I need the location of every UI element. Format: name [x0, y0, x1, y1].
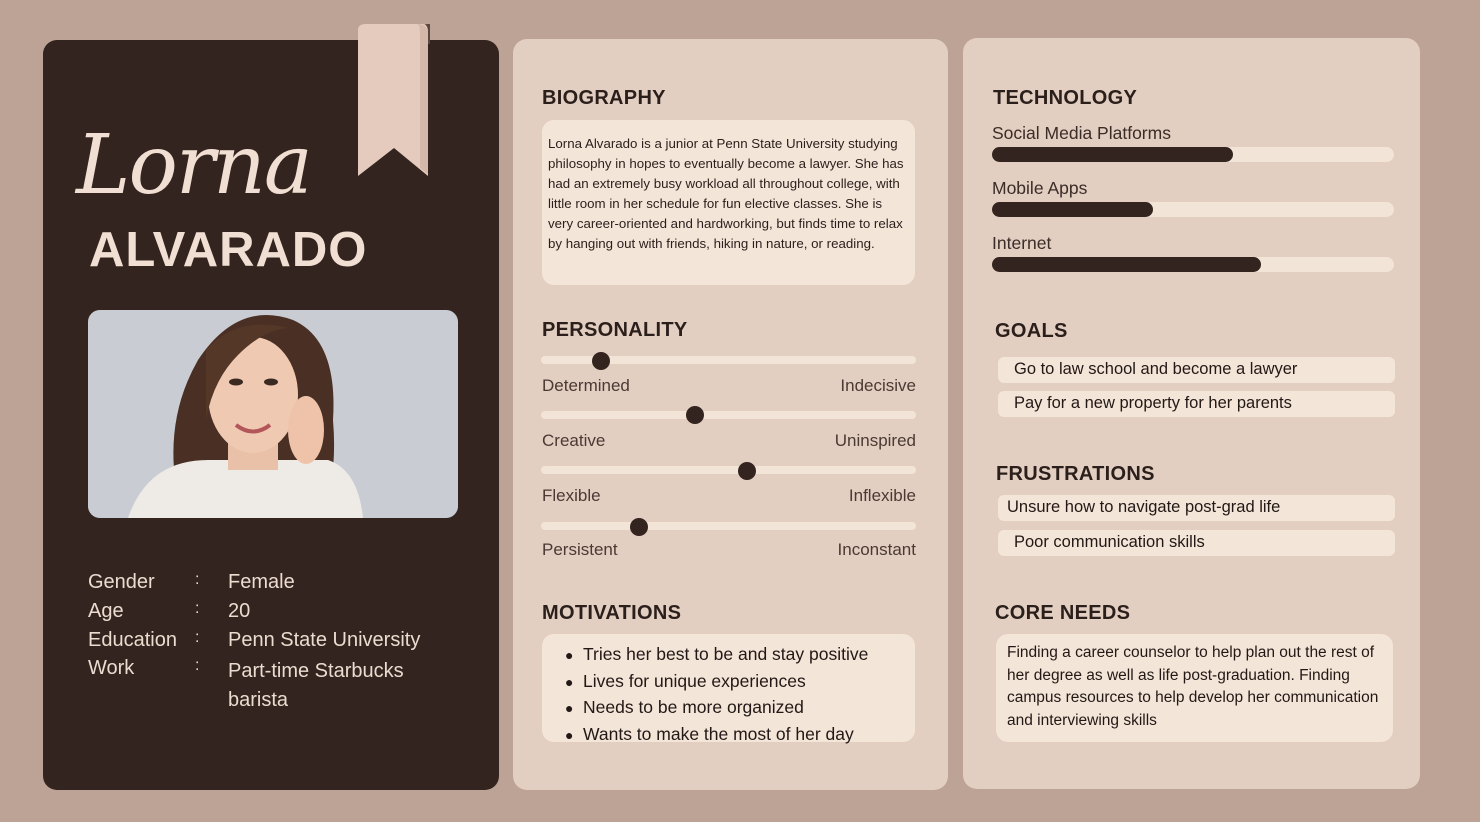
gender-label: Gender: [88, 571, 155, 593]
education-label: Education: [88, 629, 177, 651]
motivations-list: [565, 642, 868, 748]
trait-slider-track: [541, 466, 916, 474]
tech-bar-track: [992, 147, 1394, 162]
gender-value: Female: [228, 571, 295, 593]
gender-separator: :: [195, 571, 200, 588]
trait-left-label: Flexible: [542, 486, 601, 505]
tech-label: Mobile Apps: [992, 178, 1088, 198]
trait-slider-knob[interactable]: [630, 518, 648, 536]
education-separator: :: [195, 629, 200, 646]
technology-title: TECHNOLOGY: [993, 87, 1138, 109]
tech-bar-fill: [992, 257, 1261, 272]
education-value: Penn State University: [228, 629, 421, 651]
tech-bar-track: [992, 257, 1394, 272]
frustration-item-text: Unsure how to navigate post-grad life: [1007, 498, 1281, 516]
trait-slider-knob[interactable]: [592, 352, 610, 370]
motivations-title: MOTIVATIONS: [542, 602, 682, 624]
list-item: ● Wants to make the most of her day: [565, 723, 854, 744]
frustration-item-text: Poor communication skills: [1014, 533, 1205, 551]
persona-last-name: ALVARADO: [89, 223, 368, 277]
list-item: ● Needs to be more organized: [565, 697, 804, 717]
tech-bar-fill: [992, 147, 1233, 162]
persona-photo: [88, 310, 458, 518]
work-separator: :: [195, 657, 200, 674]
work-value: Part-time Starbucks barista: [228, 660, 404, 711]
age-label: Age: [88, 600, 124, 622]
trait-right-label: Inflexible: [848, 486, 916, 505]
frustrations-title: FRUSTRATIONS: [996, 463, 1155, 485]
personality-title: PERSONALITY: [542, 319, 688, 341]
trait-left-label: Determined: [542, 376, 630, 395]
trait-slider-track: [541, 522, 916, 530]
list-item: ● Lives for unique experiences: [565, 670, 806, 691]
trait-right-label: Indecisive: [840, 376, 916, 395]
goal-item-text: Pay for a new property for her parents: [1014, 394, 1292, 412]
core-needs-text: Finding a career counselor to help plan out the rest of her degree as well as life post-graduation. Finding campus resources to help develop her communication and interviewing skills: [1007, 644, 1379, 729]
trait-left-label: Persistent: [542, 540, 618, 559]
age-value: 20: [228, 600, 251, 622]
trait-left-label: Creative: [542, 431, 606, 450]
work-label: Work: [88, 657, 135, 679]
tech-bar-track: [992, 202, 1394, 217]
persona-first-name: Lorna: [76, 118, 311, 213]
biography-title: BIOGRAPHY: [542, 87, 666, 109]
list-item: ● Tries her best to be and stay positive: [565, 644, 869, 664]
tech-bar-fill: [992, 202, 1153, 217]
age-separator: :: [195, 600, 200, 617]
core-needs-title: CORE NEEDS: [995, 602, 1131, 624]
goals-title: GOALS: [995, 320, 1068, 342]
tech-label: Internet: [992, 233, 1052, 253]
biography-text: Lorna Alvarado is a junior at Penn State University studying philosophy in hopes to eventually become a lawyer. She has had an extremely busy workload all throughout college, with little room in her schedule for fun elective classes. She is very career-oriented and hardworking, but finds time to relax by hanging out with friends, hiking in nature, or reading.: [548, 136, 904, 251]
trait-right-label: Uninspired: [834, 431, 916, 450]
trait-slider-knob[interactable]: [686, 406, 704, 424]
goal-item-text: Go to law school and become a lawyer: [1014, 360, 1298, 378]
trait-right-label: Inconstant: [837, 540, 916, 559]
tech-label: Social Media Platforms: [992, 123, 1171, 143]
trait-slider-track: [541, 411, 916, 419]
bookmark-ribbon: [358, 24, 430, 176]
